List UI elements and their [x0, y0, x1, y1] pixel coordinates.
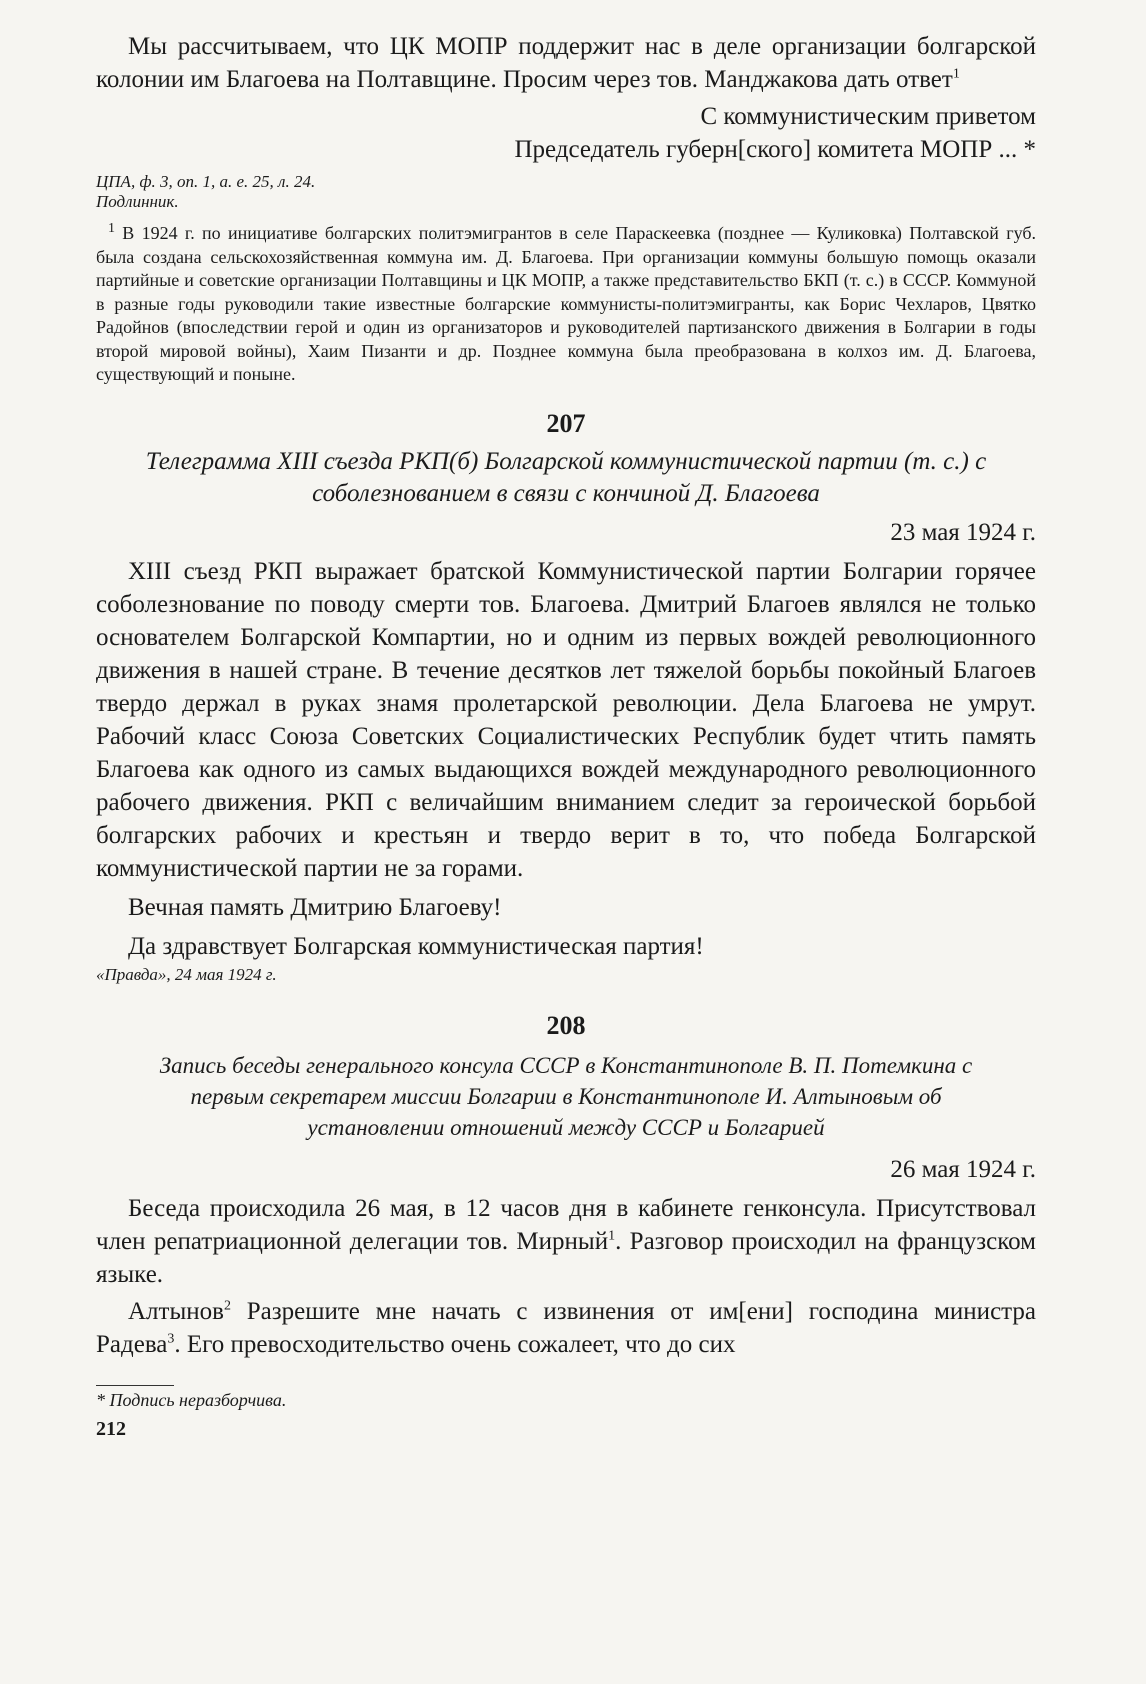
doc-number-207: 207 [546, 408, 586, 438]
document-page [96, 30, 1036, 1441]
archive-reference: ЦПА, ф. 3, оп. 1, а. е. 25, л. 24. [96, 172, 316, 191]
doc-paragraph-208-2: Алтынов$^2$ Разрешите мне начать с извинения от им[ени] господина министра Радева$^3$. Его превосходительство очень сожалеет, что до сих [96, 1297, 1036, 1358]
footnote-1: $^1$ В 1924 г. по инициативе болгарских политэмигрантов в селе Параскеевка (позднее — Куликовка) Полтавской губ. была создана сельскохозяйственная коммуна им. Д. Благоева. При организации коммуны большую помощь оказали партийные и советские организации Полтавщины и ЦК МОПР, а также представительство БКП (т. с.) в СССР. Коммуной в разные годы руководили такие известные болгарские коммунисты-политэмигранты, как Борис Чехларов, Цвятко Радойнов (впоследствии герой и один из организаторов и руководителей партизанского движения в Болгарии в годы второй мировой войны), Хаим Пизанти и др. Позднее коммуна была преобразована в колхоз им. Д. Благоева, существующий и поныне. [96, 221, 1036, 384]
signature-footnote: * Подпись неразборчива. [96, 1389, 287, 1410]
doc-paragraph-208-1: Беседа происходила 26 мая, в 12 часов дня в кабинете генконсула. Присутствовал член репатриационной делегации тов. Мирный$^1$. Разговор происходил на французском языке. [96, 1194, 1036, 1288]
doc-title-208: Запись беседы генерального консула СССР в Константинополе В. П. Потемкина с первым секретарем миссии Болгарии в Константинополе И. Алтыновым об установлении отношений между СССР и Болгарией [159, 1052, 973, 1140]
footnote-ref: 1 [608, 1228, 616, 1244]
footnote-ref: 2 [223, 1298, 231, 1314]
letter-signature: Председатель губерн[ского] комитета МОПР ... * [514, 136, 1036, 163]
footnote-mark: 1 [108, 221, 115, 236]
doc-title-207: Телеграмма XIII съезда РКП(б) Болгарской коммунистической партии (т. с.) с соболезнованием в связи с кончиной Д. Благоева [145, 447, 987, 507]
letter-greeting: С коммунистическим приветом [700, 103, 1036, 130]
hail-line: Да здравствует Болгарская коммунистическая партия! [128, 932, 704, 960]
footnote-ref: 1 [952, 66, 960, 82]
doc-date-207: 23 мая 1924 г. [890, 518, 1036, 546]
letter-paragraph: Мы рассчитываем, что ЦК МОПР поддержит нас в деле организации болгарской колонии им Благоева на Полтавщине. Просим через тов. Манджакова дать ответ$^1$ [96, 33, 1036, 93]
footnote-divider [96, 1385, 174, 1386]
doc-number-208: 208 [546, 1010, 586, 1040]
original-note: Подлинник. [96, 192, 179, 211]
source-207: «Правда», 24 мая 1924 г. [96, 964, 277, 984]
memory-line: Вечная память Дмитрию Благоеву! [128, 893, 502, 921]
footnote-ref: 3 [167, 1331, 175, 1347]
doc-date-208: 26 мая 1924 г. [890, 1155, 1036, 1183]
page-number: 212 [96, 1417, 126, 1440]
doc-body-207: XIII съезд РКП выражает братской Коммунистической партии Болгарии горячее соболезнование по поводу смерти тов. Благоева. Дмитрий Благоев являлся не только основателем Болгарской Компартии, но и одним из первых вождей революционного движения в нашей стране. В течение десятков лет тяжелой борьбы покойный Благоев твердо держал в руках знамя пролетарской революции. Дела Благоева не умрут. Рабочий класс Союза Советских Социалистических Республик будет чтить память Благоева как одного из самых выдающихся вождей международного революционного рабочего движения. РКП с величайшим вниманием следит за героической борьбой болгарских рабочих и крестьян и твердо верит в то, что победа Болгарской коммунистической партии не за горами. [96, 557, 1036, 882]
